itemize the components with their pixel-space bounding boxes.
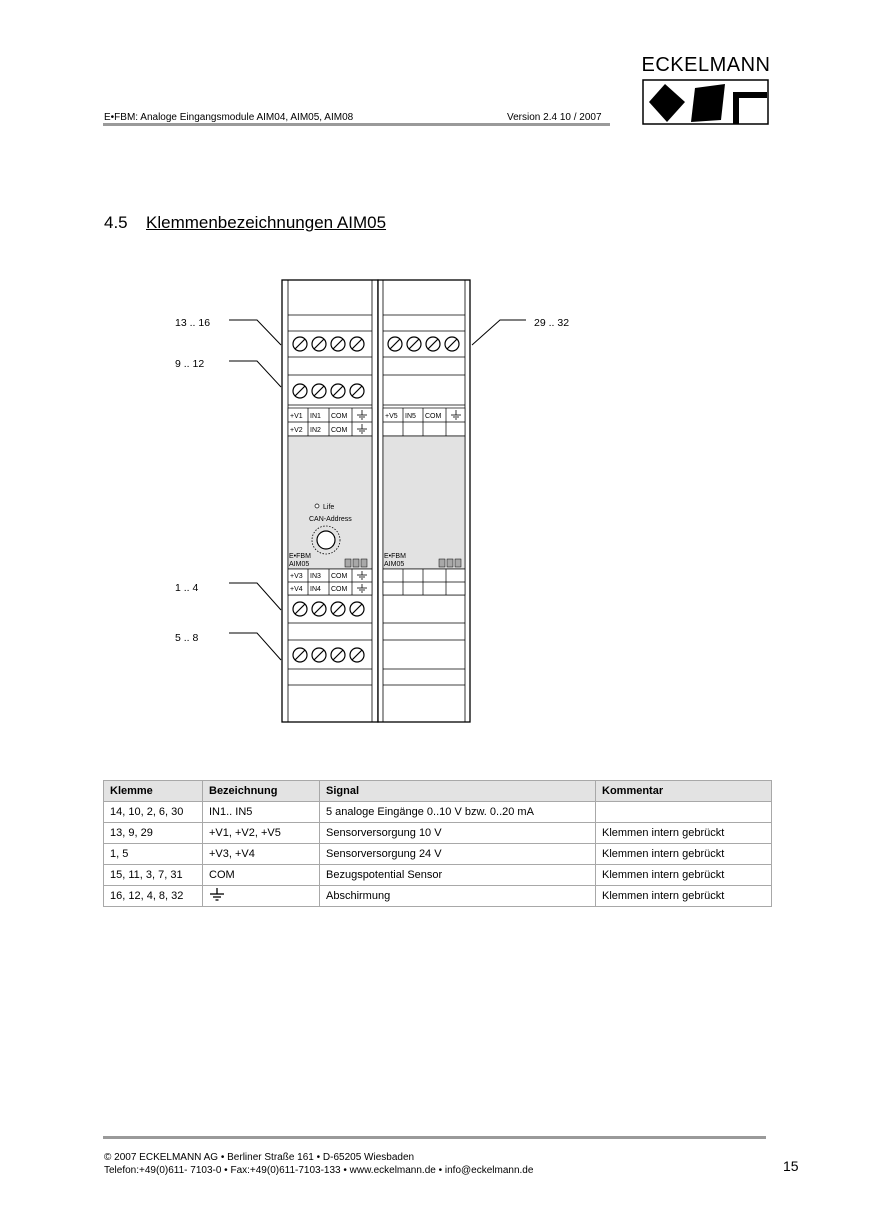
label-v3: +V3 [290,573,303,580]
cell-bezeichnung: +V1, +V2, +V5 [203,823,320,844]
callout-13-16: 13 .. 16 [175,317,211,329]
cell-klemme: 16, 12, 4, 8, 32 [104,886,203,907]
life-led-icon [315,504,319,508]
cell-bezeichnung [203,886,320,907]
label-com-b: COM [331,427,348,434]
label-in3: IN3 [310,573,321,580]
label-in4: IN4 [310,586,321,593]
label-in5: IN5 [405,413,416,420]
footer-address: © 2007 ECKELMANN AG • Berliner Straße 161 • D-65205 Wiesbaden [104,1152,415,1163]
logo-mark [641,78,771,126]
page-number: 15 [783,1158,799,1174]
label-com-e: COM [425,413,442,420]
label-in1: IN1 [310,413,321,420]
ground-symbol-icon [209,888,225,902]
header-document-title: E•FBM: Analoge Eingangsmodule AIM04, AIM05, AIM08 [104,112,354,123]
table-row [104,886,772,907]
cell-kommentar: Klemmen intern gebrückt [596,844,772,865]
cell-bezeichnung: COM [203,865,320,886]
brand-label: E•FBM [384,553,406,560]
footer-contact: Telefon:+49(0)611- 7103-0 • Fax:+49(0)611-7103-133 • www.eckelmann.de • info@eckelmann.de [104,1165,534,1176]
table-row [104,865,772,886]
cell-kommentar: Klemmen intern gebrückt [596,886,772,907]
label-com-c: COM [331,573,348,580]
label-com-a: COM [331,413,348,420]
slot-indicators [439,559,461,567]
label-v5: +V5 [385,413,398,420]
header-version: Version 2.4 10 / 2007 [507,112,602,123]
brand-label: E•FBM [289,553,311,560]
section-title: Klemmenbezeichnungen AIM05 [146,213,387,232]
left-module [282,280,378,722]
cell-klemme: 13, 9, 29 [104,823,203,844]
slot-indicators [345,559,367,567]
callout-5-8: 5 .. 8 [175,632,199,644]
column-header: Signal [320,781,596,802]
table-row [104,823,772,844]
label-in2: IN2 [310,427,321,434]
cell-signal: Abschirmung [320,886,596,907]
can-address-label: CAN-Address [309,516,352,523]
model-label: AIM05 [384,561,405,568]
cell-klemme: 14, 10, 2, 6, 30 [104,802,203,823]
right-module [378,280,470,722]
column-header: Kommentar [596,781,772,802]
cell-signal: 5 analoge Eingänge 0..10 V bzw. 0..20 mA [320,802,596,823]
terminal-diagram [150,275,610,730]
eckelmann-logo [641,54,771,126]
table-row [104,802,772,823]
cell-signal: Bezugspotential Sensor [320,865,596,886]
logo-text: ECKELMANN [641,54,771,76]
section-number: 4.5 [104,213,128,232]
label-com-d: COM [331,586,348,593]
cell-kommentar: Klemmen intern gebrückt [596,823,772,844]
table-header-row [104,781,772,802]
cell-kommentar [596,802,772,823]
column-header: Klemme [104,781,203,802]
led-label: Life [323,504,335,511]
model-label: AIM05 [289,561,310,568]
cell-signal: Sensorversorgung 10 V [320,823,596,844]
cell-klemme: 1, 5 [104,844,203,865]
footer-divider [103,1136,766,1139]
callout-29-32: 29 .. 32 [534,317,570,329]
column-header: Bezeichnung [203,781,320,802]
label-v4: +V4 [290,586,303,593]
cell-kommentar: Klemmen intern gebrückt [596,865,772,886]
callout-9-12: 9 .. 12 [175,358,205,370]
cell-signal: Sensorversorgung 24 V [320,844,596,865]
terminal-table [103,780,772,907]
cell-bezeichnung: +V3, +V4 [203,844,320,865]
cell-klemme: 15, 11, 3, 7, 31 [104,865,203,886]
table-row [104,844,772,865]
header-divider [103,123,610,126]
label-v1: +V1 [290,413,303,420]
label-v2: +V2 [290,427,303,434]
cell-bezeichnung: IN1.. IN5 [203,802,320,823]
callout-1-4: 1 .. 4 [175,582,199,594]
